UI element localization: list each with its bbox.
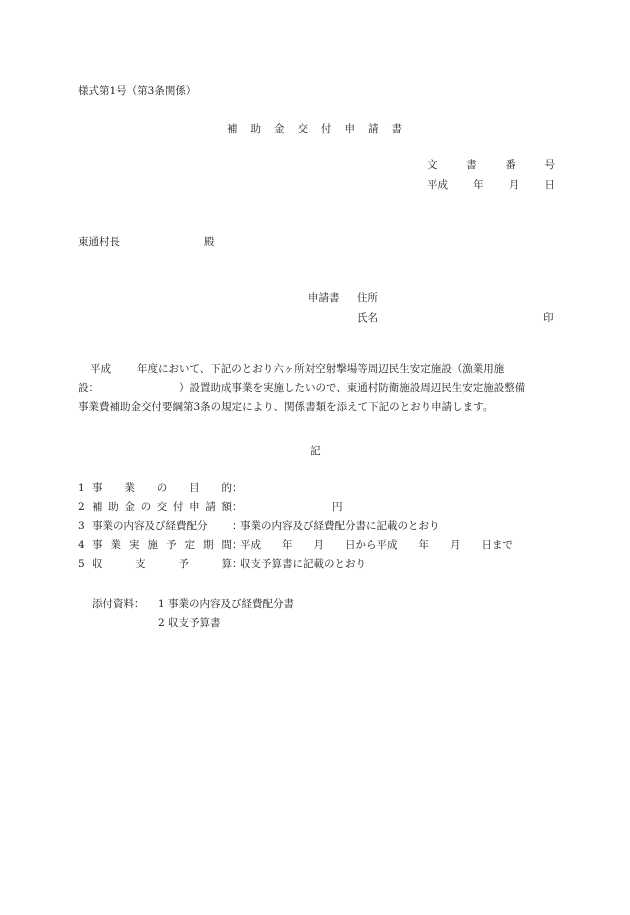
applicant-address-label: 住所 — [357, 292, 378, 304]
attachment-item: 1 事業の内容及び経費配分書 — [158, 598, 295, 610]
list-item — [78, 540, 513, 551]
list-item — [78, 482, 243, 494]
body-era: 平成 — [90, 363, 111, 375]
item-label: 収 支 予 算 — [92, 558, 232, 570]
date-day: 日 — [544, 179, 555, 191]
item-colon: ： — [232, 482, 243, 494]
title-char: 付 — [321, 123, 333, 135]
seal-mark: 印 — [543, 312, 554, 324]
title-char: 補 — [227, 123, 239, 135]
item-value: 事業の内容及び経費配分書に記載のとおり — [240, 520, 440, 532]
title-char: 金 — [274, 123, 286, 135]
doc-number-char: 号 — [544, 159, 555, 171]
date-year: 年 — [473, 179, 484, 191]
item-label: 事業の内容及び経費配分 — [92, 520, 208, 532]
doc-number-char: 番 — [505, 159, 516, 171]
body-line2a: 設： — [78, 382, 99, 395]
item-number: 2 — [78, 501, 85, 513]
item-number: 1 — [78, 482, 85, 494]
document-number-line — [427, 160, 555, 171]
attachments-label: 添付資料： — [92, 598, 145, 610]
body-line2b: ）設置助成事業を実施したいので、東通村防衛施設周辺民生安定施設整備 — [179, 382, 526, 395]
item-label: 事 業 の 目 的 — [92, 482, 232, 494]
yen-unit: 円 — [332, 501, 343, 513]
body-line3: 事業費補助金交付要綱第3条の規定により、関係書類を添えて下記のとおり申請します。 — [78, 401, 494, 414]
item-number: 3 — [78, 520, 85, 532]
title-char: 書 — [391, 123, 403, 135]
document-title — [227, 124, 415, 135]
title-char: 助 — [250, 123, 262, 135]
application-body — [78, 360, 556, 417]
addressee-name: 東通村長 — [78, 236, 120, 248]
date-era: 平成 — [427, 179, 448, 191]
addressee-honorific: 殿 — [204, 236, 215, 248]
item-label: 補 助 金 の 交 付 申 請 額 — [92, 501, 232, 513]
ki-heading: 記 — [310, 445, 321, 457]
list-item — [78, 521, 440, 532]
item-value: 収支予算書に記載のとおり — [240, 558, 366, 570]
item-colon: ： — [232, 539, 243, 551]
body-line1: 年度において、下記のとおり六ヶ所対空射撃場等周辺民生安定施設（漁業用施 — [137, 363, 505, 375]
item-colon: ： — [232, 558, 243, 570]
item-value: 平成 年 月 日から平成 年 月 日まで — [240, 539, 513, 551]
item-number: 5 — [78, 558, 85, 570]
list-item — [78, 559, 366, 570]
title-char: 申 — [344, 123, 356, 135]
date-month: 月 — [508, 179, 520, 191]
applicant-label: 申請書 — [308, 292, 340, 304]
item-colon: ： — [232, 520, 243, 532]
doc-number-char: 書 — [466, 159, 477, 171]
title-char: 請 — [368, 123, 380, 135]
title-char: 交 — [297, 123, 309, 135]
applicant-name-label: 氏名 — [357, 312, 378, 324]
item-colon: ： — [232, 501, 243, 513]
item-label: 事 業 実 施 予 定 期 間 — [92, 539, 232, 551]
date-line — [427, 180, 555, 191]
form-number: 様式第1号（第3条関係） — [78, 85, 197, 97]
doc-number-char: 文 — [427, 159, 438, 171]
attachment-item: 2 収支予算書 — [158, 617, 221, 629]
item-number: 4 — [78, 539, 85, 551]
list-item — [78, 501, 343, 513]
